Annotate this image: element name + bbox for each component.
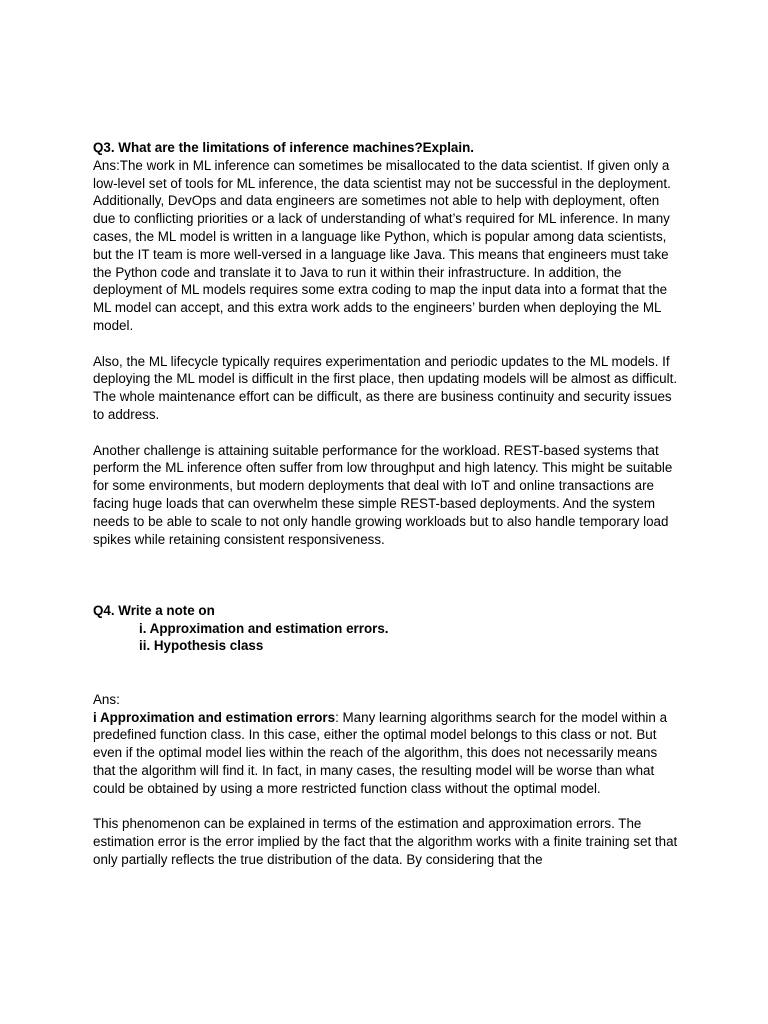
paragraph-spacer (93, 335, 678, 353)
q4-answer-paragraph-1 (93, 709, 678, 798)
q4-subitem-1: i. Approximation and estimation errors. (139, 620, 389, 636)
q4-subitem-2: ii. Hypothesis class (139, 638, 264, 654)
section-spacer (93, 548, 678, 601)
q4-answer-label: Ans: (93, 691, 120, 707)
q4-heading: Q4. Write a note on (93, 602, 215, 618)
paragraph-spacer (93, 797, 678, 815)
q3-answer-paragraph-4: Another challenge is attaining suitable performance for the workload. REST-based systems that perform the ML inference often suffer from low throughput and high latency. This might be suitable for some environments, but modern deployments that deal with IoT and online transactions are facing huge loads that can overwhelm these simple REST-based deployments. And the system needs to be able to scale to not only handle growing workloads but to also handle temporary load spikes while retaining consistent responsiveness. (93, 442, 673, 547)
q4-answer-definition: : Many learning algorithms search for the model within a predefined function class. In this case, either the optimal model belongs to this class or not. But even if the optimal model lies within the reach of the algorithm, this does not necessarily means that the algorithm will find it. In fact, in many cases, the resulting model will be worse than what could be obtained by using a more restricted function class without the optimal model. (93, 709, 668, 796)
q3-answer-paragraph-2: Additionally, DevOps and data engineers are sometimes not able to help with deployment, often due to conflicting priorities or a lack of understanding of what’s required for ML inference. In many cases, the ML model is written in a language like Python, which is popular among data scientists, but the IT team is more well-versed in a language like Java. This means that engineers must take the Python code and translate it to Java to run it within their infrastructure. In addition, the deployment of ML models requires some extra coding to map the input data into a format that the ML model can accept, and this extra work adds to the engineers’ burden when deploying the ML model. (93, 193, 670, 333)
q4-answer-term: i Approximation and estimation errors (93, 709, 336, 725)
paragraph-spacer (93, 424, 678, 442)
q3-answer-paragraph-1: Ans:The work in ML inference can sometimes be misallocated to the data scientist. If given only a low-level set of tools for ML inference, the data scientist may not be successful in the deployment. (93, 157, 671, 191)
document-page (93, 139, 678, 869)
section-spacer (93, 655, 678, 691)
q3-answer-paragraph-3: Also, the ML lifecycle typically requires experimentation and periodic updates to the ML models. If deploying the ML model is difficult in the first place, then updating models will be almost as difficult. The whole maintenance effort can be difficult, as there are business continuity and security issues to address. (93, 353, 678, 422)
q4-answer-paragraph-2: This phenomenon can be explained in terms of the estimation and approximation errors. The estimation error is the error implied by the fact that the algorithm works with a finite training set that only partially reflects the true distribution of the data. By considering that the (93, 816, 678, 867)
q3-heading: Q3. What are the limitations of inference machines?Explain. (93, 140, 474, 155)
